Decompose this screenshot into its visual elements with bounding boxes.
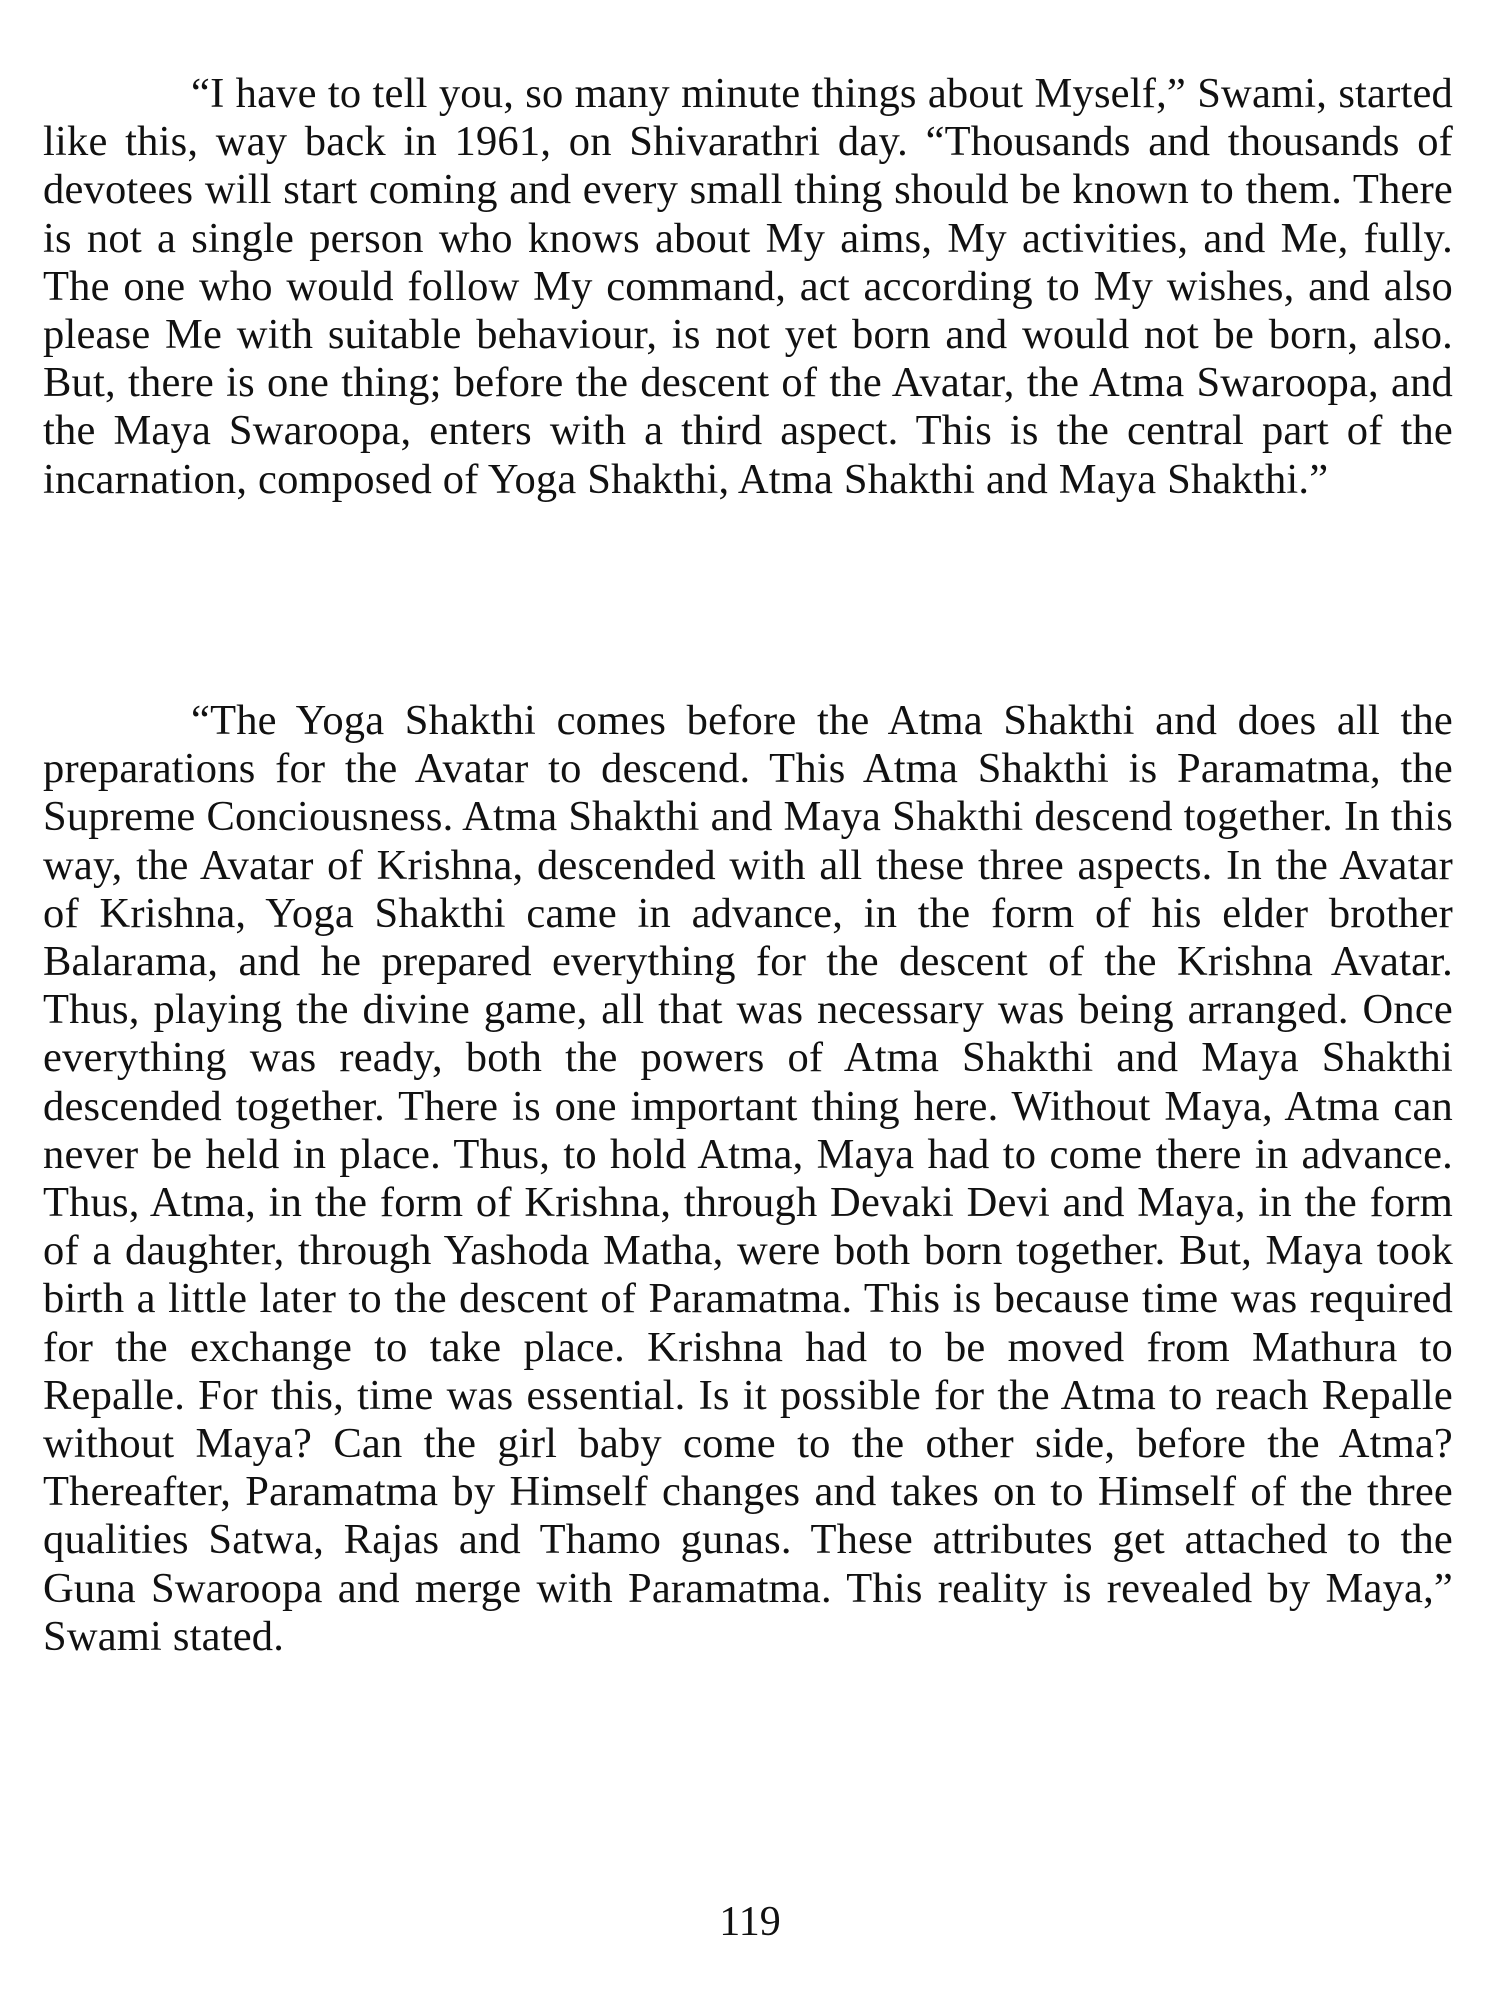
paragraph-2: “The Yoga Shakthi comes before the Atma Shakthi and does all the preparations for the Avatar to descend. This Atma Shakthi is Paramatma, the Supreme Conciousness. Atma Shakthi and Maya Shakthi descend together. In this way, the Avatar of Krishna, descended with all these three aspects. In the Avatar of Krishna, Yoga Shakthi came in advance, in the form of his elder brother Balarama, and he prepared everything for the descent of the Krishna Avatar. Thus, playing the divine game, all that was necessary was being arranged. Once everything was ready, both the powers of Atma Shakthi and Maya Shakthi descended together. There is one important thing here. Without Maya, Atma can never be held in place. Thus, to hold Atma, Maya had to come there in advance. Thus, Atma, in the form of Krishna, through Devaki Devi and Maya, in the form of a daughter, through Yashoda Matha, were both born together. But, Maya took birth a little later to the descent of Paramatma. This is because time was required for the exchange to take place. Krishna had to be moved from Mathura to Repalle. For this, time was essential. Is it possible for the Atma to reach Repalle without Maya? Can the girl baby come to the other side, before the Atma? Thereafter, Paramatma by Himself changes and takes on to Himself of the three qualities Satwa, Rajas and Thamo gunas. These attributes get attached to the Guna Swaroopa and merge with Paramatma. This reality is revealed by Maya,” Swami stated. (43, 697, 1453, 1660)
body-text (43, 70, 1453, 504)
body-text (43, 697, 1453, 1661)
paragraph-1: “I have to tell you, so many minute things about Myself,” Swami, started like this, way back in 1961, on Shivarathri day. “Thousands and thousands of devotees will start coming and every small thing should be known to them. There is not a single person who knows about My aims, My activities, and Me, fully. The one who would follow My command, act according to My wishes, and also please Me with suitable behaviour, is not yet born and would not be born, also. But, there is one thing; before the descent of the Avatar, the Atma Swaroopa, and the Maya Swaroopa, enters with a third aspect. This is the central part of the incarnation, composed of Yoga Shakthi, Atma Shakthi and Maya Shakthi.” (43, 70, 1453, 503)
page-number: 119 (719, 1899, 781, 1945)
